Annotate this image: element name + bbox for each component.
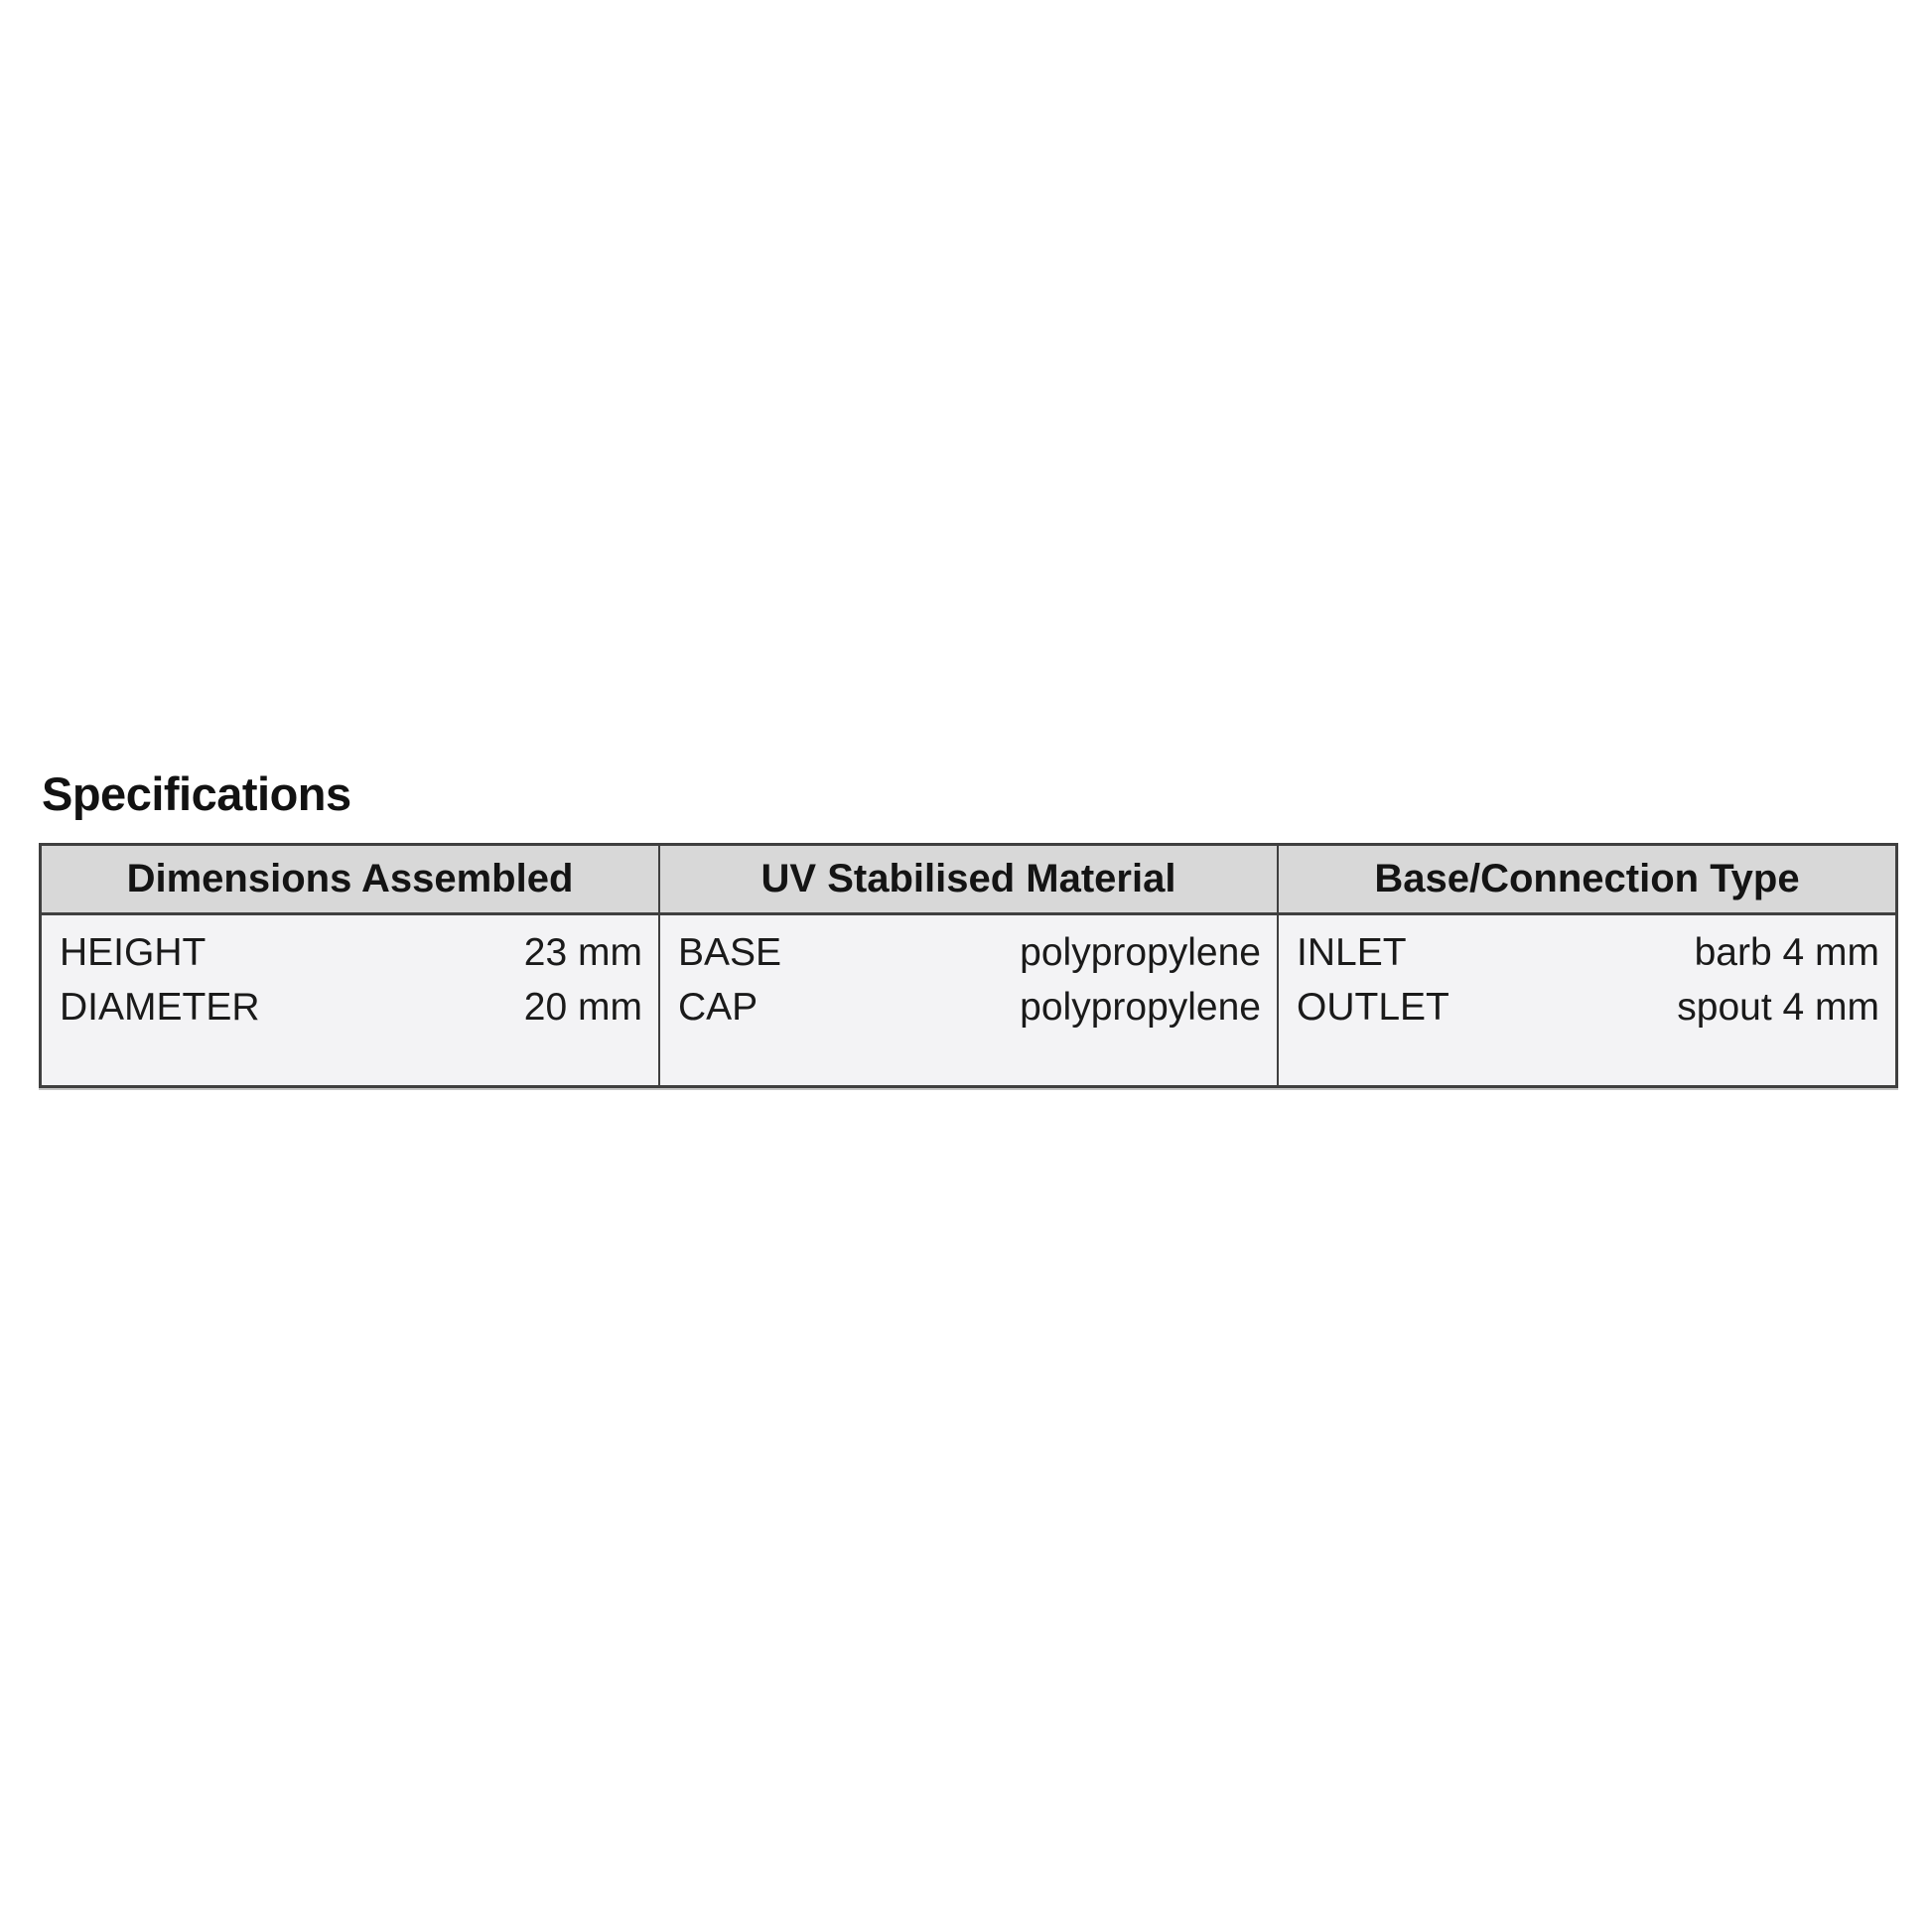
table-row	[678, 980, 1261, 1035]
table-row	[1297, 980, 1879, 1035]
table-row	[60, 925, 642, 980]
page-title: Specifications	[42, 767, 351, 820]
table-row	[1297, 925, 1879, 980]
column-header-uv-stabilised-material: UV Stabilised Material	[660, 846, 1277, 915]
column-uv-stabilised-material	[658, 846, 1277, 1085]
column-dimensions-assembled	[42, 846, 658, 1085]
column-body-uv-stabilised-material	[660, 915, 1277, 1085]
row-value-base: polypropylene	[1020, 930, 1261, 974]
row-label-height: HEIGHT	[60, 930, 207, 974]
row-label-diameter: DIAMETER	[60, 985, 260, 1029]
column-body-dimensions-assembled	[42, 915, 658, 1085]
table-row	[678, 925, 1261, 980]
row-label-base: BASE	[678, 930, 782, 974]
column-header-base-connection-type: Base/Connection Type	[1279, 846, 1895, 915]
specifications-table	[39, 843, 1898, 1088]
row-value-outlet: spout 4 mm	[1677, 985, 1879, 1029]
row-label-inlet: INLET	[1297, 930, 1407, 974]
row-value-diameter: 20 mm	[523, 985, 642, 1029]
column-base-connection-type	[1277, 846, 1895, 1085]
column-header-dimensions-assembled: Dimensions Assembled	[42, 846, 658, 915]
table-row	[60, 980, 642, 1035]
row-label-outlet: OUTLET	[1297, 985, 1449, 1029]
row-value-cap: polypropylene	[1020, 985, 1261, 1029]
row-value-inlet: barb 4 mm	[1694, 930, 1879, 974]
row-value-height: 23 mm	[523, 930, 642, 974]
column-body-base-connection-type	[1279, 915, 1895, 1085]
row-label-cap: CAP	[678, 985, 759, 1029]
